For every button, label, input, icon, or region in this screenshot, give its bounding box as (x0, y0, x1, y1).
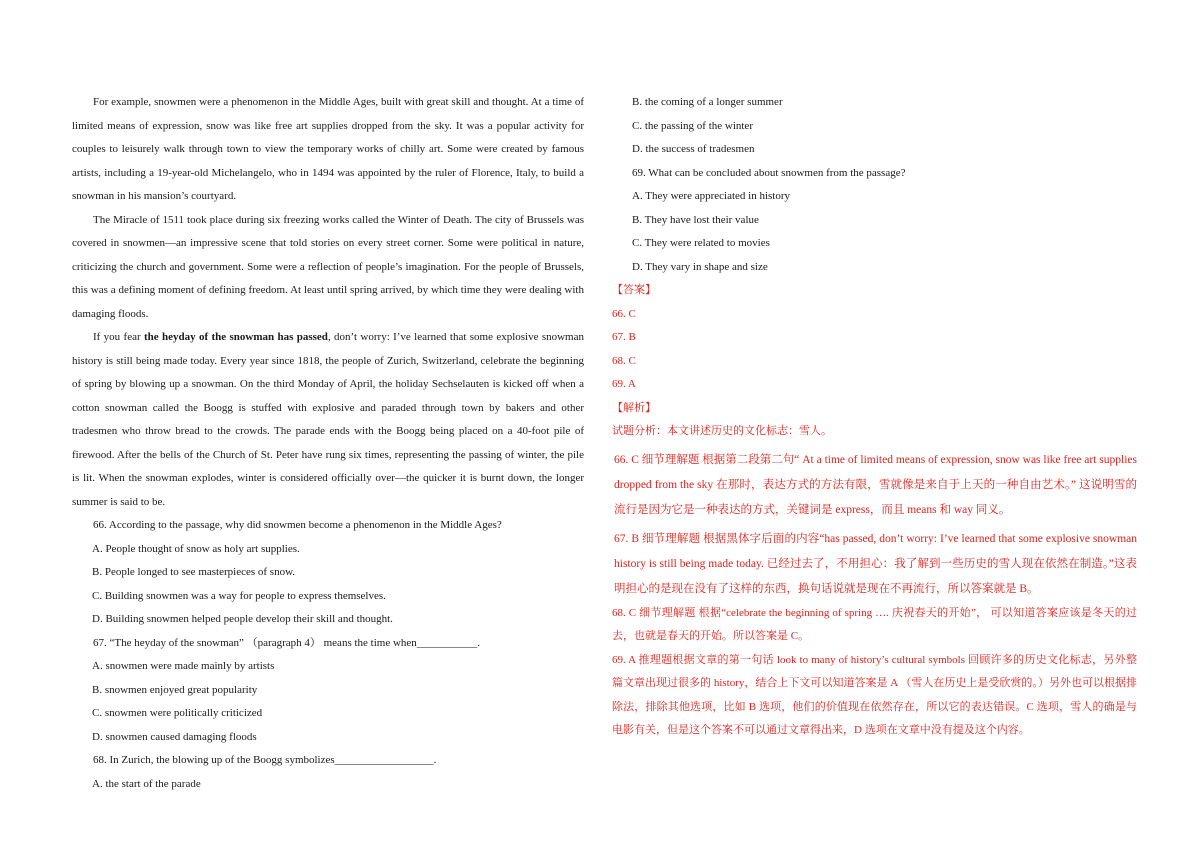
para3-pre: If you fear (93, 331, 144, 343)
right-column (612, 91, 1137, 743)
question-67-option-c: C. snowmen were politically criticized (92, 707, 263, 719)
question-69-option-b: B. They have lost their value (632, 213, 759, 226)
question-68-option-d: D. the success of tradesmen (632, 143, 755, 155)
analysis-68: 68. C 细节理解题 根据“celebrate the beginning of spring …. 庆祝春天的开始”， 可以知道答案应该是冬天的过去，也就是春天的开始。所以答案是 C。 (612, 606, 1137, 642)
answers-header: 【答案】 (612, 284, 656, 296)
passage-paragraph-1: For example, snowmen were a phenomenon in the Middle Ages, built with great skill and thought. At a time of limited means of expression, snow was like free art supplies dropped from the sky. It was a popular activity for couples to leisurely walk through town to view the temporary works of chilly art. Some were created by famous artists, including a 19-year-old Michelangelo, who in 1494 was appointed by the ruler of Florence, Italy, to build a snowman in his mansion’s courtyard. (72, 96, 584, 202)
question-66: 66. According to the passage, why did snowmen become a phenomenon in the Middle Ages? (93, 519, 502, 531)
answer-69: 69. A (612, 378, 636, 390)
analysis-67: 67. B 细节理解题 根据黑体字后面的内容“has passed, don’t worry: I’ve learned that some explosive snowman history is still being made today. 已经过去了，不用担心：我了解到一些历史的雪人现在依然在制造。”这表明担心的是现在没有了这样的东西，换句话说就是现在不再流行，所以答案就是 B。 (614, 532, 1137, 595)
analysis-69: 69. A 推理题根据文章的第一句话 look to many of history’s cultural symbols 回顾许多的历史文化标志，另外整篇文章出现过很多的 history，结合上下文可以知道答案是 A （雪人在历史上是受欣赏的。）另外也可以根据排除法，排除其他选项，比如 B 选项，他们的价值现在依然存在，所以它的表达错误。C 选项，雪人的确是与电影有关，但是这个答案不可以通过文章得出来，D 选项在文章中没有提及这个内容。 (612, 653, 1137, 736)
question-66-option-b: B. People longed to see masterpieces of snow. (92, 566, 296, 578)
para3-post: , don’t worry: I’ve learned that some explosive snowman history is still being made today. Every year since 1818, the people of Zurich, Switzerland, celebrate the beginning of spring by blowing up a snowman. On the third Monday of April, the holiday Sechselauten is kicked off when a cotton snowman called the Boogg is stuffed with explosive and paraded through town by bakers and other tradesmen who throw bread to the crowds. The parade ends with the Boogg being placed on a 40-foot pile of firewood. After the bells of the Church of St. Peter have rung six times, representing the passing of winter, the pile is lit. When the snowman explodes, winter is considered officially over—the quicker it is burnt down, the longer summer is said to be. (72, 331, 584, 508)
analysis-header: 【解析】 (612, 401, 656, 414)
question-69-option-c: C. They were related to movies (632, 237, 770, 249)
question-67-option-b: B. snowmen enjoyed great popularity (92, 683, 258, 696)
passage-paragraph-2: The Miracle of 1511 took place during six freezing works called the Winter of Death. The city of Brussels was covered in snowmen—an impressive scene that told stories on every street corner. Some were political in nature, criticizing the church and government. Some were a reflection of people’s imagination. For the people of Brussels, this was a defining moment of defining freedom. At least until spring arrived, by which time they were dealing with damaging floods. (72, 213, 584, 320)
question-68-option-c: C. the passing of the winter (632, 119, 753, 132)
question-67-option-a: A. snowmen were made mainly by artists (92, 660, 275, 672)
question-69-option-a: A. They were appreciated in history (632, 190, 791, 202)
question-67-option-d: D. snowmen caused damaging floods (92, 730, 257, 743)
left-column (72, 91, 584, 796)
question-68-option-a: A. the start of the parade (92, 777, 201, 790)
passage-paragraph-3 (72, 326, 584, 514)
question-67: 67. “The heyday of the snowman” （paragraph 4） means the time when___________. (93, 636, 481, 649)
question-69: 69. What can be concluded about snowmen from the passage? (632, 166, 906, 179)
analysis-intro: 试题分析：本文讲述历史的文化标志：雪人。 (612, 425, 832, 437)
analysis-66: 66. C 细节理解题 根据第二段第二句“ At a time of limited means of expression, snow was like free art supplies dropped from the sky 在那时，表达方式的方法有限，雪就像是来自于上天的一种自由艺术。” 这说明雪的流行是因为它是一种表达的方式，关键词是 express，而且 means 和 way 同义。 (614, 453, 1137, 516)
question-69-option-d: D. They vary in shape and size (632, 260, 768, 273)
question-68-option-b: B. the coming of a longer summer (632, 96, 783, 108)
question-66-option-d: D. Building snowmen helped people develop their skill and thought. (92, 613, 393, 625)
para3-bold-phrase: the heyday of the snowman has passed (143, 331, 328, 343)
question-66-option-a: A. People thought of snow as holy art supplies. (92, 542, 300, 555)
question-66-option-c: C. Building snowmen was a way for people to express themselves. (92, 589, 386, 602)
answer-68: 68. C (612, 354, 636, 367)
question-68: 68. In Zurich, the blowing up of the Boogg symbolizes__________________. (93, 754, 437, 766)
answer-66: 66. C (612, 307, 636, 320)
answer-67: 67. B (612, 331, 636, 343)
